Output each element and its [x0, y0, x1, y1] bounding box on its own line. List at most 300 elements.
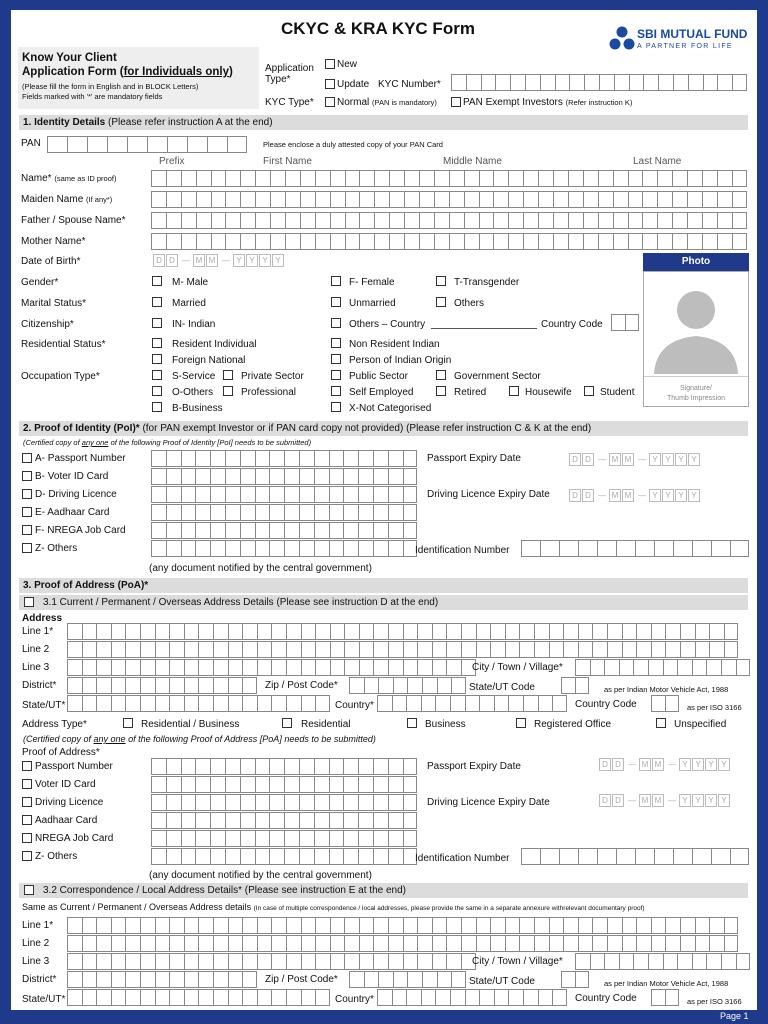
char-box[interactable]: [633, 953, 648, 970]
char-box[interactable]: [169, 695, 184, 712]
char-box[interactable]: [255, 812, 270, 829]
char-box[interactable]: [476, 641, 491, 658]
char-box[interactable]: [67, 917, 82, 934]
char-box[interactable]: [344, 953, 359, 970]
char-box[interactable]: [616, 540, 635, 557]
char-box[interactable]: [680, 641, 695, 658]
char-box[interactable]: [140, 623, 155, 640]
char-box[interactable]: [373, 794, 388, 811]
pio-checkbox[interactable]: [331, 354, 341, 364]
char-box[interactable]: [561, 677, 575, 694]
char-box[interactable]: [476, 623, 491, 640]
char-box[interactable]: [151, 170, 166, 187]
char-box[interactable]: [592, 623, 607, 640]
char-box[interactable]: [343, 812, 358, 829]
poi-others-checkbox[interactable]: [22, 543, 32, 553]
char-box[interactable]: [198, 917, 213, 934]
char-box[interactable]: [196, 170, 211, 187]
char-box[interactable]: [432, 623, 447, 640]
char-box[interactable]: [96, 989, 111, 1006]
char-box[interactable]: [388, 540, 403, 557]
father-field[interactable]: [151, 212, 747, 229]
char-box[interactable]: [255, 170, 270, 187]
char-box[interactable]: [181, 848, 196, 865]
char-box[interactable]: [345, 233, 360, 250]
char-box[interactable]: [359, 191, 374, 208]
char-box[interactable]: [315, 917, 330, 934]
char-box[interactable]: [257, 953, 272, 970]
char-box[interactable]: [343, 758, 358, 775]
student-checkbox[interactable]: [584, 386, 594, 396]
char-box[interactable]: [563, 623, 578, 640]
char-box[interactable]: [706, 659, 721, 676]
char-box[interactable]: [228, 935, 243, 952]
char-box[interactable]: [111, 623, 126, 640]
char-box[interactable]: [569, 74, 584, 91]
char-box[interactable]: [198, 989, 213, 1006]
char-box[interactable]: [359, 623, 374, 640]
char-box[interactable]: [166, 540, 181, 557]
char-box[interactable]: [695, 935, 710, 952]
char-box[interactable]: [388, 758, 403, 775]
char-box[interactable]: [330, 191, 345, 208]
section31-checkbox[interactable]: [24, 597, 34, 607]
char-box[interactable]: [315, 641, 330, 658]
char-box[interactable]: [403, 812, 418, 829]
char-box[interactable]: [198, 659, 213, 676]
char-box[interactable]: [479, 191, 494, 208]
char-box[interactable]: [210, 794, 225, 811]
char-box[interactable]: [732, 170, 747, 187]
char-box[interactable]: [665, 641, 680, 658]
char-box[interactable]: [125, 917, 140, 934]
char-box[interactable]: [404, 233, 419, 250]
char-box[interactable]: [732, 74, 747, 91]
date-digit-box[interactable]: Y: [688, 489, 700, 502]
char-box[interactable]: [196, 233, 211, 250]
char-box[interactable]: [642, 170, 657, 187]
date-digit-box[interactable]: M: [639, 758, 651, 771]
char-box[interactable]: [724, 641, 739, 658]
char-box[interactable]: [210, 848, 225, 865]
char-box[interactable]: [493, 212, 508, 229]
char-box[interactable]: [540, 848, 559, 865]
char-box[interactable]: [270, 212, 285, 229]
char-box[interactable]: [151, 776, 166, 793]
char-box[interactable]: [373, 486, 388, 503]
retired-checkbox[interactable]: [436, 386, 446, 396]
char-box[interactable]: [358, 486, 373, 503]
char-box[interactable]: [349, 677, 364, 694]
char-box[interactable]: [597, 848, 616, 865]
char-box[interactable]: [228, 641, 243, 658]
char-box[interactable]: [552, 695, 567, 712]
char-box[interactable]: [343, 794, 358, 811]
char-box[interactable]: [210, 758, 225, 775]
poi-aadhaar-field[interactable]: [151, 504, 417, 521]
char-box[interactable]: [169, 971, 184, 988]
char-box[interactable]: [211, 170, 226, 187]
char-box[interactable]: [481, 74, 496, 91]
date-digit-box[interactable]: Y: [688, 453, 700, 466]
char-box[interactable]: [695, 641, 710, 658]
char-box[interactable]: [225, 486, 240, 503]
char-box[interactable]: [534, 935, 549, 952]
poa-nrega-field[interactable]: [151, 830, 417, 847]
char-box[interactable]: [417, 659, 432, 676]
char-box[interactable]: [257, 623, 272, 640]
char-box[interactable]: [695, 623, 710, 640]
char-box[interactable]: [407, 971, 422, 988]
poa-driving-checkbox[interactable]: [22, 797, 32, 807]
char-box[interactable]: [403, 830, 418, 847]
char-box[interactable]: [240, 812, 255, 829]
indian-checkbox[interactable]: [152, 318, 162, 328]
char-box[interactable]: [578, 848, 597, 865]
char-box[interactable]: [434, 233, 449, 250]
char-box[interactable]: [479, 233, 494, 250]
char-box[interactable]: [583, 212, 598, 229]
char-box[interactable]: [286, 623, 301, 640]
char-box[interactable]: [434, 191, 449, 208]
date-digit-box[interactable]: Y: [233, 254, 245, 267]
update-checkbox[interactable]: [325, 79, 335, 89]
char-box[interactable]: [358, 468, 373, 485]
char-box[interactable]: [315, 989, 330, 1006]
char-box[interactable]: [301, 695, 316, 712]
char-box[interactable]: [702, 191, 717, 208]
char-box[interactable]: [67, 935, 82, 952]
date-digit-box[interactable]: M: [652, 794, 664, 807]
char-box[interactable]: [599, 74, 614, 91]
date-digit-box[interactable]: Y: [649, 489, 661, 502]
char-box[interactable]: [195, 486, 210, 503]
char-box[interactable]: [184, 971, 199, 988]
char-box[interactable]: [82, 641, 97, 658]
char-box[interactable]: [225, 776, 240, 793]
char-box[interactable]: [195, 776, 210, 793]
date-digit-box[interactable]: Y: [718, 794, 730, 807]
char-box[interactable]: [166, 758, 181, 775]
char-box[interactable]: [359, 641, 374, 658]
char-box[interactable]: [228, 695, 243, 712]
char-box[interactable]: [343, 522, 358, 539]
city-field[interactable]: [575, 659, 750, 676]
char-box[interactable]: [505, 623, 520, 640]
char-box[interactable]: [225, 212, 240, 229]
char-box[interactable]: [717, 212, 732, 229]
char-box[interactable]: [299, 468, 314, 485]
char-box[interactable]: [242, 641, 257, 658]
char-box[interactable]: [166, 212, 181, 229]
char-box[interactable]: [96, 623, 111, 640]
corr-state-field[interactable]: [67, 989, 330, 1006]
char-box[interactable]: [213, 989, 228, 1006]
char-box[interactable]: [315, 953, 330, 970]
char-box[interactable]: [635, 848, 654, 865]
char-box[interactable]: [195, 504, 210, 521]
char-box[interactable]: [373, 812, 388, 829]
char-box[interactable]: [642, 212, 657, 229]
char-box[interactable]: [225, 830, 240, 847]
char-box[interactable]: [490, 917, 505, 934]
char-box[interactable]: [330, 917, 345, 934]
char-box[interactable]: [166, 812, 181, 829]
char-box[interactable]: [607, 917, 622, 934]
char-box[interactable]: [242, 935, 257, 952]
char-box[interactable]: [198, 695, 213, 712]
char-box[interactable]: [213, 953, 228, 970]
char-box[interactable]: [47, 136, 67, 153]
char-box[interactable]: [225, 758, 240, 775]
char-box[interactable]: [155, 677, 170, 694]
char-box[interactable]: [358, 776, 373, 793]
char-box[interactable]: [184, 917, 199, 934]
marital-others-checkbox[interactable]: [436, 297, 446, 307]
char-box[interactable]: [633, 659, 648, 676]
char-box[interactable]: [404, 170, 419, 187]
char-box[interactable]: [140, 971, 155, 988]
char-box[interactable]: [358, 540, 373, 557]
char-box[interactable]: [437, 971, 452, 988]
residential-checkbox[interactable]: [282, 718, 292, 728]
char-box[interactable]: [374, 212, 389, 229]
char-box[interactable]: [82, 917, 97, 934]
char-box[interactable]: [255, 468, 270, 485]
date-digit-box[interactable]: M: [652, 758, 664, 771]
char-box[interactable]: [315, 191, 330, 208]
char-box[interactable]: [166, 794, 181, 811]
char-box[interactable]: [82, 695, 97, 712]
char-box[interactable]: [151, 450, 166, 467]
char-box[interactable]: [169, 953, 184, 970]
char-box[interactable]: [403, 504, 418, 521]
char-box[interactable]: [628, 212, 643, 229]
char-box[interactable]: [598, 191, 613, 208]
date-digit-box[interactable]: M: [622, 453, 634, 466]
char-box[interactable]: [155, 695, 170, 712]
char-box[interactable]: [228, 677, 243, 694]
char-box[interactable]: [598, 233, 613, 250]
char-box[interactable]: [525, 74, 540, 91]
char-box[interactable]: [677, 953, 692, 970]
unspecified-checkbox[interactable]: [656, 718, 666, 728]
char-box[interactable]: [67, 623, 82, 640]
char-box[interactable]: [151, 233, 166, 250]
char-box[interactable]: [213, 659, 228, 676]
char-box[interactable]: [198, 623, 213, 640]
char-box[interactable]: [607, 935, 622, 952]
char-box[interactable]: [388, 522, 403, 539]
char-box[interactable]: [299, 794, 314, 811]
char-box[interactable]: [329, 776, 344, 793]
char-box[interactable]: [198, 935, 213, 952]
char-box[interactable]: [299, 812, 314, 829]
char-box[interactable]: [240, 233, 255, 250]
private-checkbox[interactable]: [223, 370, 233, 380]
char-box[interactable]: [269, 794, 284, 811]
char-box[interactable]: [111, 641, 126, 658]
char-box[interactable]: [709, 641, 724, 658]
corr-zip-field[interactable]: [349, 971, 466, 988]
char-box[interactable]: [373, 504, 388, 521]
line1-field[interactable]: [67, 623, 738, 640]
char-box[interactable]: [446, 623, 461, 640]
poa-id-number-field[interactable]: [521, 848, 749, 865]
char-box[interactable]: [242, 971, 257, 988]
char-box[interactable]: [300, 233, 315, 250]
char-box[interactable]: [651, 695, 665, 712]
char-box[interactable]: [657, 212, 672, 229]
char-box[interactable]: [549, 623, 564, 640]
char-box[interactable]: [343, 486, 358, 503]
char-box[interactable]: [636, 641, 651, 658]
char-box[interactable]: [575, 659, 590, 676]
state-code-field[interactable]: [561, 677, 589, 694]
char-box[interactable]: [622, 935, 637, 952]
district-field[interactable]: [67, 677, 257, 694]
char-box[interactable]: [271, 659, 286, 676]
char-box[interactable]: [508, 233, 523, 250]
char-box[interactable]: [523, 695, 538, 712]
char-box[interactable]: [479, 695, 494, 712]
poi-passport-checkbox[interactable]: [22, 453, 32, 463]
char-box[interactable]: [578, 623, 593, 640]
char-box[interactable]: [703, 74, 718, 91]
char-box[interactable]: [269, 830, 284, 847]
char-box[interactable]: [388, 953, 403, 970]
char-box[interactable]: [613, 191, 628, 208]
char-box[interactable]: [373, 659, 388, 676]
char-box[interactable]: [358, 758, 373, 775]
char-box[interactable]: [378, 971, 393, 988]
char-box[interactable]: [432, 917, 447, 934]
char-box[interactable]: [140, 659, 155, 676]
char-box[interactable]: [140, 953, 155, 970]
date-digit-box[interactable]: D: [569, 453, 581, 466]
char-box[interactable]: [269, 758, 284, 775]
poi-driving-checkbox[interactable]: [22, 489, 32, 499]
date-digit-box[interactable]: Y: [662, 489, 674, 502]
char-box[interactable]: [240, 758, 255, 775]
char-box[interactable]: [711, 848, 730, 865]
public-checkbox[interactable]: [331, 370, 341, 380]
char-box[interactable]: [151, 212, 166, 229]
char-box[interactable]: [732, 212, 747, 229]
char-box[interactable]: [559, 540, 578, 557]
char-box[interactable]: [166, 776, 181, 793]
char-box[interactable]: [625, 314, 639, 331]
char-box[interactable]: [315, 659, 330, 676]
date-digit-box[interactable]: D: [599, 794, 611, 807]
others-country-checkbox[interactable]: [331, 318, 341, 328]
char-box[interactable]: [538, 170, 553, 187]
others-country-input[interactable]: [431, 328, 537, 329]
char-box[interactable]: [642, 191, 657, 208]
char-box[interactable]: [374, 170, 389, 187]
char-box[interactable]: [702, 170, 717, 187]
business-addr-checkbox[interactable]: [407, 718, 417, 728]
char-box[interactable]: [213, 641, 228, 658]
char-box[interactable]: [724, 623, 739, 640]
date-digit-box[interactable]: Y: [718, 758, 730, 771]
char-box[interactable]: [519, 641, 534, 658]
char-box[interactable]: [169, 677, 184, 694]
kyc-number-field[interactable]: [451, 74, 747, 91]
char-box[interactable]: [315, 695, 330, 712]
char-box[interactable]: [286, 659, 301, 676]
char-box[interactable]: [590, 953, 605, 970]
char-box[interactable]: [578, 917, 593, 934]
char-box[interactable]: [225, 191, 240, 208]
char-box[interactable]: [195, 812, 210, 829]
char-box[interactable]: [677, 659, 692, 676]
char-box[interactable]: [721, 659, 736, 676]
poi-passport-field[interactable]: [151, 450, 417, 467]
char-box[interactable]: [187, 136, 207, 153]
char-box[interactable]: [329, 848, 344, 865]
char-box[interactable]: [359, 935, 374, 952]
s-service-checkbox[interactable]: [152, 370, 162, 380]
char-box[interactable]: [314, 794, 329, 811]
char-box[interactable]: [635, 540, 654, 557]
char-box[interactable]: [403, 776, 418, 793]
char-box[interactable]: [449, 170, 464, 187]
date-digit-box[interactable]: Y: [679, 794, 691, 807]
char-box[interactable]: [450, 695, 465, 712]
char-box[interactable]: [155, 935, 170, 952]
date-digit-box[interactable]: Y: [259, 254, 271, 267]
corr-district-field[interactable]: [67, 971, 257, 988]
char-box[interactable]: [508, 695, 523, 712]
poi-passport-expiry-field[interactable]: [569, 453, 701, 466]
char-box[interactable]: [285, 233, 300, 250]
char-box[interactable]: [96, 971, 111, 988]
char-box[interactable]: [314, 486, 329, 503]
char-box[interactable]: [505, 641, 520, 658]
char-box[interactable]: [181, 170, 196, 187]
char-box[interactable]: [255, 848, 270, 865]
char-box[interactable]: [563, 641, 578, 658]
char-box[interactable]: [388, 848, 403, 865]
char-box[interactable]: [198, 677, 213, 694]
char-box[interactable]: [568, 191, 583, 208]
char-box[interactable]: [169, 935, 184, 952]
char-box[interactable]: [540, 540, 559, 557]
char-box[interactable]: [575, 677, 589, 694]
char-box[interactable]: [654, 540, 673, 557]
char-box[interactable]: [651, 623, 666, 640]
char-box[interactable]: [269, 486, 284, 503]
char-box[interactable]: [196, 212, 211, 229]
char-box[interactable]: [651, 989, 665, 1006]
char-box[interactable]: [213, 623, 228, 640]
char-box[interactable]: [636, 935, 651, 952]
char-box[interactable]: [358, 522, 373, 539]
char-box[interactable]: [461, 917, 476, 934]
char-box[interactable]: [552, 989, 567, 1006]
char-box[interactable]: [299, 450, 314, 467]
char-box[interactable]: [388, 504, 403, 521]
char-box[interactable]: [228, 659, 243, 676]
date-digit-box[interactable]: Y: [692, 758, 704, 771]
char-box[interactable]: [388, 468, 403, 485]
char-box[interactable]: [721, 953, 736, 970]
char-box[interactable]: [181, 540, 196, 557]
char-box[interactable]: [345, 170, 360, 187]
char-box[interactable]: [151, 522, 166, 539]
char-box[interactable]: [184, 677, 199, 694]
